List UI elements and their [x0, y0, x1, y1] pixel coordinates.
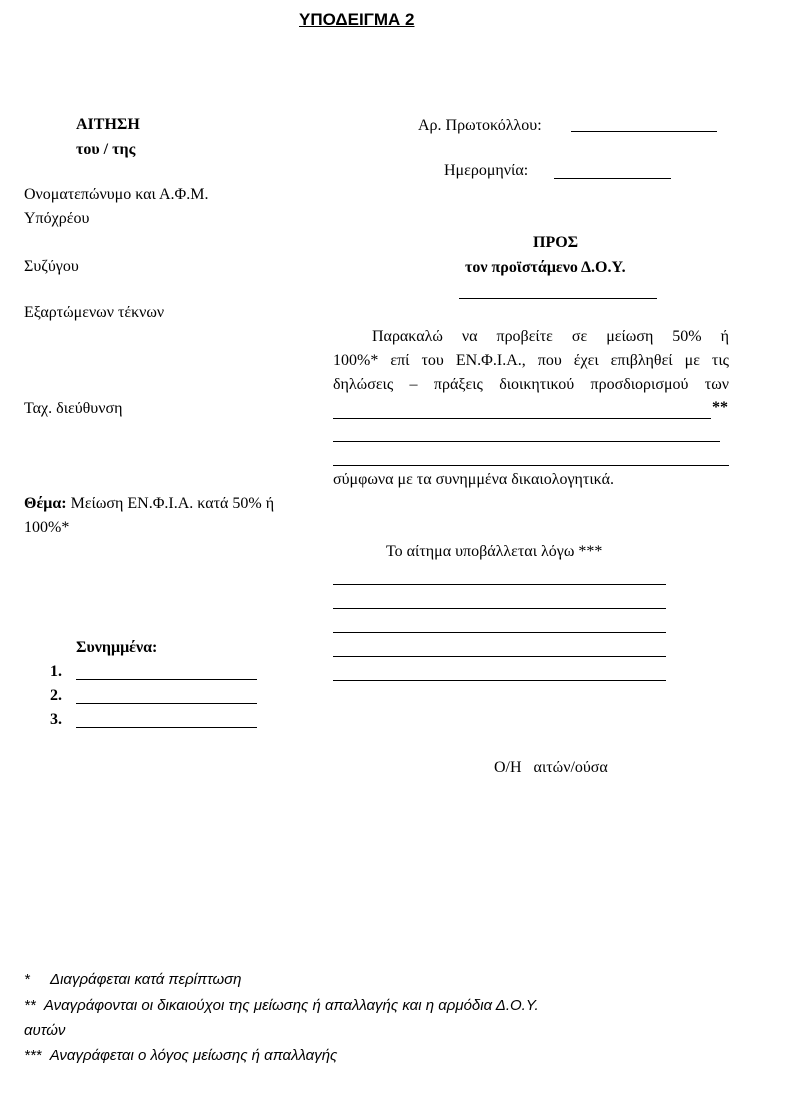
- reason-line-1[interactable]: [333, 584, 666, 585]
- footnote-mark: ***: [24, 1047, 42, 1064]
- attachment-number-1: 1.: [50, 663, 62, 680]
- address-label: Ταχ. διεύθυνση: [24, 400, 123, 417]
- name-label: Ονοματεπώνυμο και Α.Φ.Μ.: [24, 186, 209, 203]
- reason-line-5[interactable]: [333, 680, 666, 681]
- spouse-label: Συζύγου: [24, 258, 79, 275]
- footnote-2-cont: αυτών: [24, 1022, 66, 1039]
- date-label: Ημερομηνία:: [444, 162, 529, 179]
- reason-text: Το αίτημα υποβάλλεται λόγω ***: [386, 543, 603, 560]
- subject-line: [24, 495, 274, 513]
- date-field[interactable]: [554, 178, 671, 179]
- footnote-text: Αναγράφεται ο λόγος μείωσης ή απαλλαγής: [49, 1047, 338, 1064]
- reason-line-2[interactable]: [333, 608, 666, 609]
- attachment-line-2[interactable]: [76, 703, 257, 704]
- footnote-mark: *: [24, 971, 30, 988]
- request-paragraph-line-1: Παρακαλώ να προβείτε σε μείωση 50% ή: [372, 328, 729, 345]
- request-paragraph-line-2: 100%* επί του ΕΝ.Φ.Ι.Α., που έχει επιβληθεί με τις: [333, 352, 729, 369]
- beneficiaries-line-1[interactable]: [333, 418, 711, 419]
- reason-line-3[interactable]: [333, 632, 666, 633]
- footnote-text: Αναγράφονται οι δικαιούχοι της μείωσης ή απαλλαγής και η αρμόδια Δ.Ο.Υ.: [43, 997, 539, 1014]
- attachment-line-1[interactable]: [76, 679, 257, 680]
- footnote-text: Διαγράφεται κατά περίπτωση: [50, 971, 242, 988]
- signature-label: Ο/Η αιτών/ούσα: [494, 759, 608, 776]
- subject-text-cont: 100%*: [24, 519, 70, 536]
- attachment-number-2: 2.: [50, 687, 62, 704]
- footnote-2: [24, 997, 539, 1014]
- attachment-number-3: 3.: [50, 711, 62, 728]
- request-paragraph-line-3: δηλώσεις – πράξεις διοικητικού προσδιορισμού των: [333, 376, 729, 393]
- protocol-label: Αρ. Πρωτοκόλλου:: [418, 117, 542, 134]
- beneficiaries-line-2[interactable]: [333, 441, 720, 442]
- footnote-3: [24, 1047, 337, 1064]
- subject-text: Μείωση ΕΝ.Φ.Ι.Α. κατά 50% ή: [70, 495, 275, 512]
- attachment-line-3[interactable]: [76, 727, 257, 728]
- application-heading: ΑΙΤΗΣΗ: [76, 116, 140, 133]
- footnote-mark: **: [24, 997, 36, 1014]
- footnote-1: [24, 971, 242, 988]
- subject-label: Θέμα:: [24, 495, 67, 512]
- beneficiaries-line-3[interactable]: [333, 465, 729, 466]
- document-title: ΥΠΟΔΕΙΓΜΑ 2: [299, 10, 415, 29]
- obligor-label: Υπόχρέου: [24, 210, 90, 227]
- reason-line-4[interactable]: [333, 656, 666, 657]
- children-label: Εξαρτώμενων τέκνων: [24, 304, 165, 321]
- tax-office-field[interactable]: [459, 298, 657, 299]
- double-star-mark: **: [712, 399, 728, 416]
- protocol-number-field[interactable]: [571, 131, 717, 132]
- attachments-heading: Συνημμένα:: [76, 639, 158, 656]
- to-subheading: τον προϊστάμενο Δ.Ο.Υ.: [465, 259, 626, 276]
- to-heading: ΠΡΟΣ: [533, 234, 579, 251]
- according-text: σύμφωνα με τα συνημμένα δικαιολογητικά.: [333, 471, 614, 488]
- application-subheading: του / της: [76, 141, 136, 158]
